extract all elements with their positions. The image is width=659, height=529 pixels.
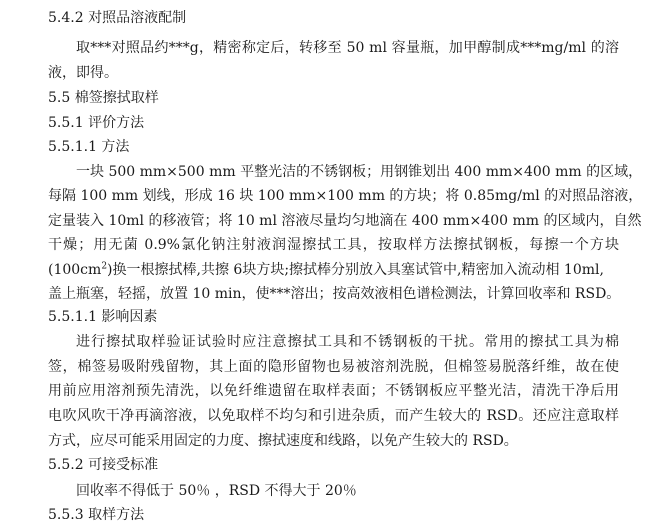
paragraph-line: 进行擦拭取样验证试验时应注意擦拭工具和不锈钢板的干扰。常用的擦拭工具为棉 bbox=[76, 334, 619, 350]
section-heading-5-5-1: 5.5.1 评价方法 bbox=[48, 115, 145, 131]
section-heading-5-4-2: 5.4.2 对照品溶液配制 bbox=[48, 10, 187, 26]
paragraph-line: 一块 500 mm×500 mm 平整光洁的不锈钢板；用钢锥划出 400 mm×400 mm 的区域， bbox=[76, 164, 643, 180]
text-run: (100cm bbox=[48, 262, 102, 278]
paragraph-line: 回收率不得低于 50％ ，RSD 不得大于 20％ bbox=[76, 483, 357, 499]
section-heading-5-5-2: 5.5.2 可接受标准 bbox=[48, 457, 159, 473]
section-heading-5-5-1-1-method: 5.5.1.1 方法 bbox=[48, 139, 130, 155]
paragraph-line: 液，即得。 bbox=[48, 65, 118, 81]
paragraph-line: 干燥；用无菌 0.9%氯化钠注射液润湿擦拭工具，按取样方法擦拭钢板，每擦一个方块 bbox=[48, 237, 619, 253]
paragraph-line: 每隔 100 mm 划线，形成 16 块 100 mm×100 mm 的方块；将 0.85mg/ml 的对照品溶液， bbox=[48, 188, 643, 204]
paragraph-line bbox=[48, 258, 619, 282]
paragraph-line: 用前应用溶剂预先清洗，以免纤维遗留在取样表面；不锈钢板应平整光洁，清洗干净后用 bbox=[48, 383, 619, 399]
paragraph-line: 定量装入 10ml 的移液管；将 10 ml 溶液尽量均匀地滴在 400 mm×400 mm 的区域内，自然 bbox=[48, 213, 642, 229]
paragraph-line: 签，棉签易吸附残留物，其上面的隐形留物也易被溶剂洗脱，但棉签易脱落纤维，故在使 bbox=[48, 359, 619, 375]
paragraph-line: 盖上瓶塞，轻摇，放置 10 min，使***溶出；按高效液相色谱检测法，计算回收率和 RSD。 bbox=[48, 286, 621, 302]
paragraph-line: 方式，应尽可能采用固定的力度、擦拭速度和线路，以免产生较大的 RSD。 bbox=[48, 433, 518, 449]
section-heading-5-5-1-1-factors: 5.5.1.1 影响因素 bbox=[48, 309, 158, 325]
text-run: )换一根擦拭棒,共擦 6块方块;擦拭棒分别放入具塞试管中,精密加入流动相 10ml, bbox=[107, 262, 604, 278]
section-heading-5-5: 5.5 棉签擦拭取样 bbox=[48, 90, 159, 106]
superscript: 2 bbox=[101, 261, 108, 272]
paragraph-line: 电吹风吹干净再滴溶液，以免取样不均匀和引进杂质，而产生较大的 RSD。还应注意取样 bbox=[48, 408, 619, 424]
section-heading-5-5-3: 5.5.3 取样方法 bbox=[48, 507, 145, 523]
paragraph-line: 取***对照品约***g，精密称定后，转移至 50 ml 容量瓶，加甲醇制成***mg/ml 的溶 bbox=[76, 40, 619, 56]
